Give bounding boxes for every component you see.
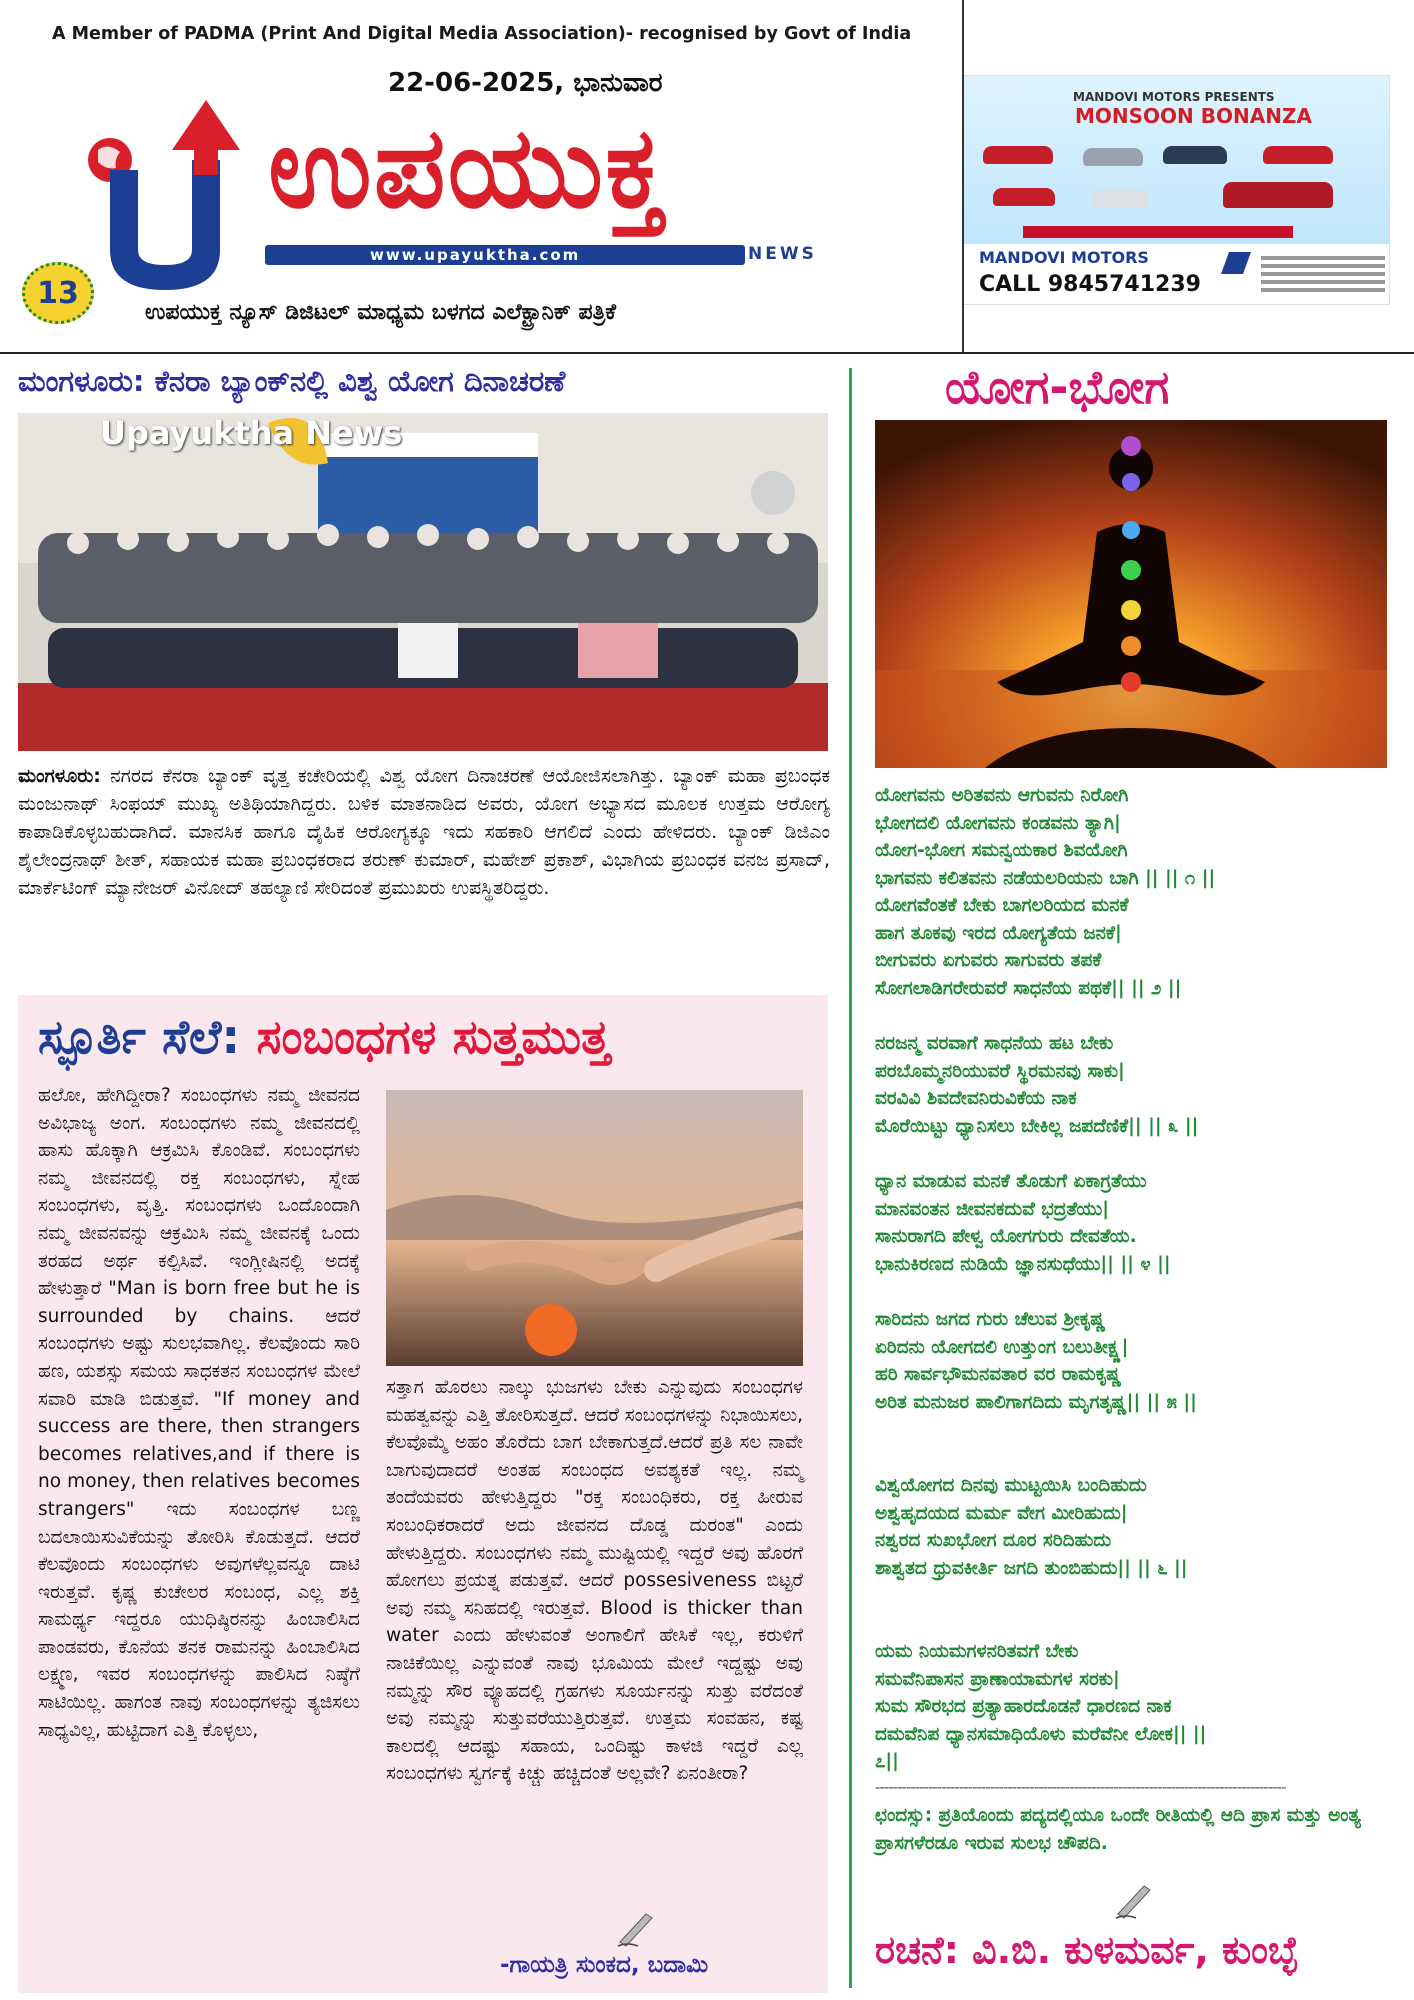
news-tag: NEWS	[748, 244, 817, 264]
upayuktha-logo-icon	[80, 100, 270, 300]
poem-line: ಮಾನವಂತನ ಜೀವನಕದುವೆ ಭದ್ರತೆಯು|	[875, 1198, 1109, 1220]
car-icon	[1163, 146, 1227, 164]
poem-title[interactable]: ಯೋಗ-ಭೋಗ	[945, 360, 1170, 414]
feature-author: -ಗಾಯತ್ರಿ ಸುಂಕದ, ಬದಾಮಿ	[500, 1952, 709, 1978]
poem-line: ನರಜನ್ಮ ವರವಾಗೆ ಸಾಧನೆಯ ಹಟ ಬೇಕು	[875, 1033, 1114, 1054]
poem-line: ಅರಿತ ಮನುಜರ ಪಾಲಿಗಾಗದಿದು ಮೃಗತೃಷ್ಣ|| || ೫ ||	[875, 1391, 1197, 1413]
stanza-gap	[875, 1278, 1387, 1306]
poem-stanza-5	[875, 1306, 1387, 1416]
poem-line: ಭಾನುಕಿರಣದ ನುಡಿಯೆ ಜ್ಞಾನಸುಧೆಯು|| || ೪ ||	[875, 1253, 1171, 1275]
poem-line: ಸಾರಿದನು ಜಗದ ಗುರು ಚೆಲುವ ಶ್ರೀಕೃಷ್ಣ	[875, 1309, 1106, 1330]
article-dateline: ಮಂಗಳೂರು:	[18, 765, 101, 787]
photo-watermark: Upayuktha News	[100, 414, 403, 452]
quill-pen-icon	[1110, 1880, 1156, 1922]
group-photo-canara-bank	[18, 413, 828, 751]
stanza-gap	[875, 1416, 1387, 1472]
feature-headline-title: ಸಂಬಂಧಗಳ ಸುತ್ತಮುತ್ತ	[256, 1010, 610, 1065]
poem-line: ಬೀಗುವರು ಏಗುವರು ಸಾಗುವರು ತಪಕೆ	[875, 950, 1102, 971]
poem-line: ದಮವೆನಿಪ ಧ್ಯಾನಸಮಾಧಿಯೊಳು ಮರೆವೆನೀ ಲೋಕ|| ||	[875, 1723, 1207, 1745]
poem-line: ಏರಿದನು ಯೋಗದಲಿ ಉತ್ತುಂಗ ಬಲುತೀಕ್ಷ್ಣ|	[875, 1336, 1129, 1358]
column-divider	[849, 368, 852, 1988]
holding-hands-sunset-photo	[386, 1090, 803, 1366]
car-icon	[1263, 146, 1333, 164]
poem-line: ಭೋಗದಲಿ ಯೋಗವನು ಕಂಡವನು ತ್ಯಾಗಿ|	[875, 812, 1121, 834]
poem-line: ಯೋಗವೆಂತಕೆ ಬೇಕು ಬಾಗಲರಿಯದ ಮನಕೆ	[875, 895, 1129, 916]
feature-column-2: ಸತ್ತಾಗ ಹೊರಲು ನಾಲ್ಕು ಭುಜಗಳು ಬೇಕು ಎನ್ನುವುದು ಸಂಬಂಧಗಳ ಮಹತ್ವವನ್ನು ಎತ್ತಿ ತೋರಿಸುತ್ತದೆ. ಆದರೆ ಸಂಬಂಧಗಳನ್ನು ನಿಭಾಯಿಸಲು, ಕೆಲವೊಮ್ಮೆ ಅಹಂ ತೊರೆದು ಬಾಗ ಬೇಕಾಗುತ್ತದೆ.ಆದರೆ ಪ್ರತಿ ಸಲ ನಾವೇ ಬಾಗುವುದಾದರೆ ಅಂತಹ ಸಂಬಂಧದ ಅವಶ್ಯಕತೆ ಇಲ್ಲ. ನಮ್ಮ ತಂದೆಯವರು ಹೇಳುತ್ತಿದ್ದರು "ರಕ್ತ ಸಂಬಂಧಿಕರು, ರಕ್ತ ಹೀರುವ ಸಂಬಂಧಿಕರಾದರೆ ಅದು ಜೀವನದ ದೊಡ್ಡ ದುರಂತ" ಎಂದು ಹೇಳುತ್ತಿದ್ದರು. ಸಂಬಂಧಗಳು ನಮ್ಮ ಮುಷ್ಟಿಯಲ್ಲಿ ಇದ್ದರೆ ಅವು ಹೊರಗೆ ಹೋಗಲು ಪ್ರಯತ್ನ ಪಡುತ್ತವೆ. ಆದರೆ possesiveness ಬಿಟ್ಟರೆ ಅವು ನಮ್ಮ ಸನಿಹದಲ್ಲಿ ಇರುತ್ತವೆ. Blood is thicker than water ಎಂದು ಹೇಳುವಂತೆ ಅಂಗಾಲಿಗೆ ಹೇಸಿಕೆ ಇಲ್ಲ, ಕರುಳಿಗೆ ನಾಚಿಕೆಯಿಲ್ಲ ಎನ್ನುವಂತೆ ನಾವು ಭೂಮಿಯ ಮೇಲೆ ಇದ್ದಷ್ಟು ಅವು ನಮ್ಮನ್ನು ಸೌರ ವ್ಯೂಹದಲ್ಲಿ ಗ್ರಹಗಳು ಸೂರ್ಯನನ್ನು ಸುತ್ತು ವರೆದಂತೆ ಅವು ನಮ್ಮನ್ನು ಸುತ್ತುವರೆಯುತ್ತಿರುತ್ತವೆ. ಉತ್ತಮ ಸಂವಹನ, ಕಷ್ಟ ಕಾಲದಲ್ಲಿ ಆದಷ್ಟು ಸಹಾಯ, ಒಂದಿಷ್ಟು ಕಾಳಜಿ ಇದ್ದರೆ ಎಲ್ಲ ಸಂಬಂಧಗಳು ಸ್ವರ್ಗಕ್ಕೆ ಕಿಚ್ಚು ಹಚ್ಚಿದಂತೆ ಅಲ್ಲವೇ? ಏನಂತೀರಾ?	[386, 1377, 803, 1785]
poem-stanza-4	[875, 1168, 1387, 1278]
article-body-text: ನಗರದ ಕೆನರಾ ಬ್ಯಾಂಕ್ ವೃತ್ತ ಕಚೇರಿಯಲ್ಲಿ ವಿಶ್ವ ಯೋಗ ದಿನಾಚರಣೆ ಆಯೋಜಿಸಲಾಗಿತ್ತು. ಬ್ಯಾಂಕ್ ಮಹಾ ಪ್ರಬಂಧಕ ಮಂಜುನಾಥ್ ಸಿಂಫಯ್ ಮುಖ್ಯ ಅತಿಥಿಯಾಗಿದ್ದರು. ಬಳಿಕ ಮಾತನಾಡಿದ ಅವರು, ಯೋಗ ಅಭ್ಯಾಸದ ಮೂಲಕ ಉತ್ತಮ ಆರೋಗ್ಯ ಕಾಪಾಡಿಕೊಳ್ಳಬಹುದಾಗಿದೆ. ಮಾನಸಿಕ ಹಾಗೂ ದೈಹಿಕ ಆರೋಗ್ಯಕ್ಕೂ ಇದು ಸಹಕಾರಿ ಆಗಲಿದೆ ಎಂದು ಹೇಳಿದರು. ಬ್ಯಾಂಕ್ ಡಿಜಿಎಂ ಶೈಲೇಂದ್ರನಾಥ್ ಶೀತ್, ಸಹಾಯಕ ಮಹಾ ಪ್ರಬಂಧಕರಾದ ತರುಣ್ ಕುಮಾರ್, ಮಹೇಶ್ ಪ್ರಕಾಶ್, ವಿಭಾಗಿಯ ಪ್ರಬಂಧಕ ವನಜ ಪ್ರಸಾದ್, ಮಾರ್ಕೆಟಿಂಗ್ ಮ್ಯಾನೇಜರ್ ವಿನೋದ್ ತಹಲ್ಯಾಣಿ ಸೇರಿದಂತೆ ಪ್ರಮುಖರು ಉಪಸ್ಥಿತರಿದ್ದರು.	[18, 765, 831, 899]
meditation-chakra-photo	[875, 420, 1387, 768]
poem-line: ಸೋಗಲಾಡಿಗರೇರುವರೆ ಸಾಧನೆಯ ಪಥಕೆ|| || ೨ ||	[875, 977, 1182, 999]
article-headline-yoga-day[interactable]: ಮಂಗಳೂರು: ಕೆನರಾ ಬ್ಯಾಂಕ್‌ನಲ್ಲಿ ವಿಶ್ವ ಯೋಗ ದಿನಾಚರಣೆ	[18, 364, 566, 398]
feature-headline-series: ಸ್ಫೂರ್ತಿ ಸೆಲೆ:	[38, 1010, 241, 1065]
poem-stanza-2	[875, 892, 1387, 1002]
poem-stanza-6	[875, 1472, 1387, 1582]
stanza-gap	[875, 1002, 1387, 1030]
poem-line: ಮೊರೆಯಿಟ್ಟು ಧ್ಯಾನಿಸಲು ಬೇಕಿಲ್ಲ ಜಪದೆಣಿಕೆ|| || ೩ ||	[875, 1115, 1199, 1137]
poem-line: ಹಾಗ ತೂಕವು ಇರದ ಯೋಗ್ಯತೆಯ ಜನಕೆ|	[875, 922, 1122, 944]
padma-membership-line: A Member of PADMA (Print And Digital Media Association)- recognised by Govt of India	[52, 24, 912, 44]
website-url[interactable]: www.upayuktha.com	[370, 246, 581, 264]
poem-line: ಯೋಗವನು ಅರಿತವನು ಆಗುವನು ನಿರೋಗಿ	[875, 785, 1129, 806]
poem-line: ಅಶ್ವಹೃದಯದ ಮರ್ಮ ವೇಗ ಮೀರಿಹುದು|	[875, 1502, 1128, 1524]
feature-headline[interactable]	[38, 1010, 610, 1066]
ad-phone[interactable]: CALL 9845741239	[979, 272, 1201, 297]
poem-line: ಹರಿ ಸಾರ್ವಭೌಮನವತಾರ ವರ ರಾಮಕೃಷ್ಣ	[875, 1364, 1122, 1385]
stanza-gap	[875, 1140, 1387, 1168]
poem-body	[875, 782, 1387, 1776]
car-dealer-advertisement[interactable]	[962, 75, 1390, 305]
masthead-brand: ಉಪಯುಕ್ತ	[268, 103, 667, 233]
masthead-tagline: ಉಪಯುಕ್ತ ನ್ಯೂಸ್ ಡಿಜಿಟಲ್ ಮಾಧ್ಯಮ ಬಳಗದ ಎಲೆಕ್ಟ್ರಾನಿಕ್ ಪತ್ರಿಕೆ	[145, 300, 616, 325]
poem-line: ಧ್ಯಾನ ಮಾಡುವ ಮನಕೆ ತೊಡುಗೆ ಏಕಾಗ್ರತೆಯು	[875, 1171, 1147, 1192]
poem-line: ಸುಮ ಸೌರಭದ ಪ್ರತ್ಯಾಹಾರದೊಡನೆ ಧಾರಣದ ನಾಕ	[875, 1696, 1172, 1717]
poem-stanza-1	[875, 782, 1387, 892]
poem-line: ಸಮವೆನಿಪಾಸನ ಪ್ರಾಣಾಯಾಮಗಳ ಸರಕು|	[875, 1668, 1120, 1690]
article-body-yoga-day	[18, 762, 830, 902]
header-rule	[0, 352, 1414, 354]
quill-pen-icon	[612, 1908, 658, 1950]
feature-column-1: ಹಲೋ, ಹೇಗಿದ್ದೀರಾ? ಸಂಬಂಧಗಳು ನಮ್ಮ ಜೀವನದ ಅವಿಭಾಜ್ಯ ಅಂಗ. ಸಂಬಂಧಗಳು ನಮ್ಮ ಜೀವನದಲ್ಲಿ ಹಾಸು ಹೊಕ್ಕಾಗಿ ಆಕ್ರಮಿಸಿ ಕೊಂಡಿವೆ. ಸಂಬಂಧಗಳು ನಮ್ಮ ಜೀವನದಲ್ಲಿ ರಕ್ತ ಸಂಬಂಧಗಳು, ಸ್ನೇಹ ಸಂಬಂಧಗಳು, ವೃತ್ತಿ. ಸಂಬಂಧಗಳು ಒಂದೊಂದಾಗಿ ನಮ್ಮ ಜೀವನವನ್ನು ಆಕ್ರಮಿಸಿ ನಮ್ಮ ಜೀವನಕ್ಕೆ ಒಂದು ತರಹದ ಅರ್ಥ ಕಲ್ಪಿಸಿವೆ. ಇಂಗ್ಲೀಷಿನಲ್ಲಿ ಅದಕ್ಕೆ ಹೇಳುತ್ತಾರೆ "Man is born free but he is surrounded by chains. ಆದರೆ ಸಂಬಂಧಗಳು ಅಷ್ಟು ಸುಲಭವಾಗಿಲ್ಲ. ಕೆಲವೊಂದು ಸಾರಿ ಹಣ, ಯಶಸ್ಸು ಸಮಯ ಸಾಧಕತನ ಸಂಬಂಧಗಳ ಮೇಲೆ ಸವಾರಿ ಮಾಡಿ ಬಿಡುತ್ತವೆ. "If money and success are there, then strangers becomes relatives,and if there is no money, then relatives becomes strangers" ಇದು ಸಂಬಂಧಗಳ ಬಣ್ಣ ಬದಲಾಯಿಸುವಿಕೆಯನ್ನು ತೋರಿಸಿ ಕೊಡುತ್ತದೆ. ಆದರೆ ಕೆಲವೊಂದು ಸಂಬಂಧಗಳು ಅವುಗಳೆಲ್ಲವನ್ನೂ ದಾಟಿ ಇರುತ್ತವೆ. ಕೃಷ್ಣ ಕುಚೇಲರ ಸಂಬಂಧ, ಎಲ್ಲ ಶಕ್ತಿ ಸಾಮರ್ಥ್ಯ ಇದ್ದರೂ ಯುಧಿಷ್ಠಿರನನ್ನು ಹಿಂಬಾಲಿಸಿದ ಪಾಂಡವರು, ಕೊನೆಯ ತನಕ ರಾಮನನ್ನು ಹಿಂಬಾಲಿಸಿದ ಲಕ್ಷ್ಮಣ, ಇವರ ಸಂಬಂಧಗಳನ್ನು ಪಾಲಿಸಿದ ನಿಷ್ಠೆಗೆ ಸಾಟಿಯಿಲ್ಲ. ಹಾಗಂತ ನಾವು ಸಂಬಂಧಗಳನ್ನು ತ್ಯಜಿಸಲು ಸಾಧ್ಯವಿಲ್ಲ, ಹುಟ್ಟಿದಾಗ ಎತ್ತಿ ಕೊಳ್ಳಲು,	[38, 1085, 360, 1741]
ad-offer-strip	[1023, 226, 1293, 238]
poem-stanza-7	[875, 1638, 1387, 1776]
poem-line: ವಿಶ್ವಯೋಗದ ದಿನವು ಮುಟ್ಟಯಿಸಿ ಬಂದಿಹುದು	[875, 1475, 1147, 1496]
poem-line: ನಶ್ವರದ ಸುಖಭೋಗ ದೂರ ಸರಿದಿಹುದು	[875, 1530, 1112, 1551]
poem-line: ೭||	[875, 1751, 899, 1772]
poem-stanza-3	[875, 1030, 1387, 1140]
poem-line: ಯಮ ನಿಯಮಗಳನರಿತವಗೆ ಬೇಕು	[875, 1641, 1079, 1662]
poem-separator: ---------------------------------------------------------------------------------------------	[875, 1778, 1286, 1796]
ad-dealer-name: MANDOVI MOTORS	[979, 248, 1149, 267]
poem-line: ವರವಿವಿ ಶಿವದೇವನಿರುವಿಕೆಯ ನಾಕ	[875, 1088, 1077, 1109]
masthead-divider	[962, 0, 964, 352]
poem-meter-note: ಛಂದಸ್ಸು: ಪ್ರತಿಯೊಂದು ಪದ್ಯದಲ್ಲಿಯೂ ಒಂದೇ ರೀತಿಯಲ್ಲಿ ಆದಿ ಪ್ರಾಸ ಮತ್ತು ಅಂತ್ಯ ಪ್ರಾಸಗಳೆರಡೂ ಇರುವ ಸುಲಭ ಚೌಪದಿ.	[875, 1805, 1361, 1854]
car-icon	[1223, 182, 1333, 208]
issue-date: 22-06-2025, ಭಾನುವಾರ	[388, 68, 663, 98]
poem-line: ಸಾನುರಾಗದಿ ಪೇಳ್ವ ಯೋಗಗುರು ದೇವತೆಯ.	[875, 1226, 1137, 1247]
poem-line: ಭಾಗವನು ಕಲಿತವನು ನಡೆಯಲರಿಯನು ಬಾಗಿ || || ೧ ||	[875, 867, 1216, 889]
issue-number-badge: 13	[22, 262, 94, 324]
poem-author: ರಚನೆ: ವಿ.ಬಿ. ಕುಳಮರ್ವ, ಕುಂಬ್ಳೆ	[875, 1928, 1298, 1972]
poem-line: ಶಾಶ್ವತದ ಧ್ರುವಕೀರ್ತಿ ಜಗದಿ ತುಂಬಿಹುದು|| || ೬ ||	[875, 1557, 1188, 1579]
ad-headline: MANDOVI MOTORS PRESENTS	[1073, 90, 1275, 104]
ad-fine-print	[1225, 252, 1385, 298]
ad-offer: MONSOON BONANZA	[1075, 104, 1312, 128]
poem-line: ಪರಬೊಮ್ಮನರಿಯುವರೆ ಸ್ಥಿರಮನವು ಸಾಕು|	[875, 1060, 1125, 1082]
poem-line: ಯೋಗ-ಭೋಗ ಸಮನ್ವಯಕಾರ ಶಿವಯೋಗಿ	[875, 840, 1128, 861]
car-icon	[993, 188, 1055, 206]
car-icon	[1083, 148, 1143, 166]
stanza-gap	[875, 1582, 1387, 1638]
car-icon	[983, 146, 1053, 164]
car-icon	[1093, 190, 1149, 208]
